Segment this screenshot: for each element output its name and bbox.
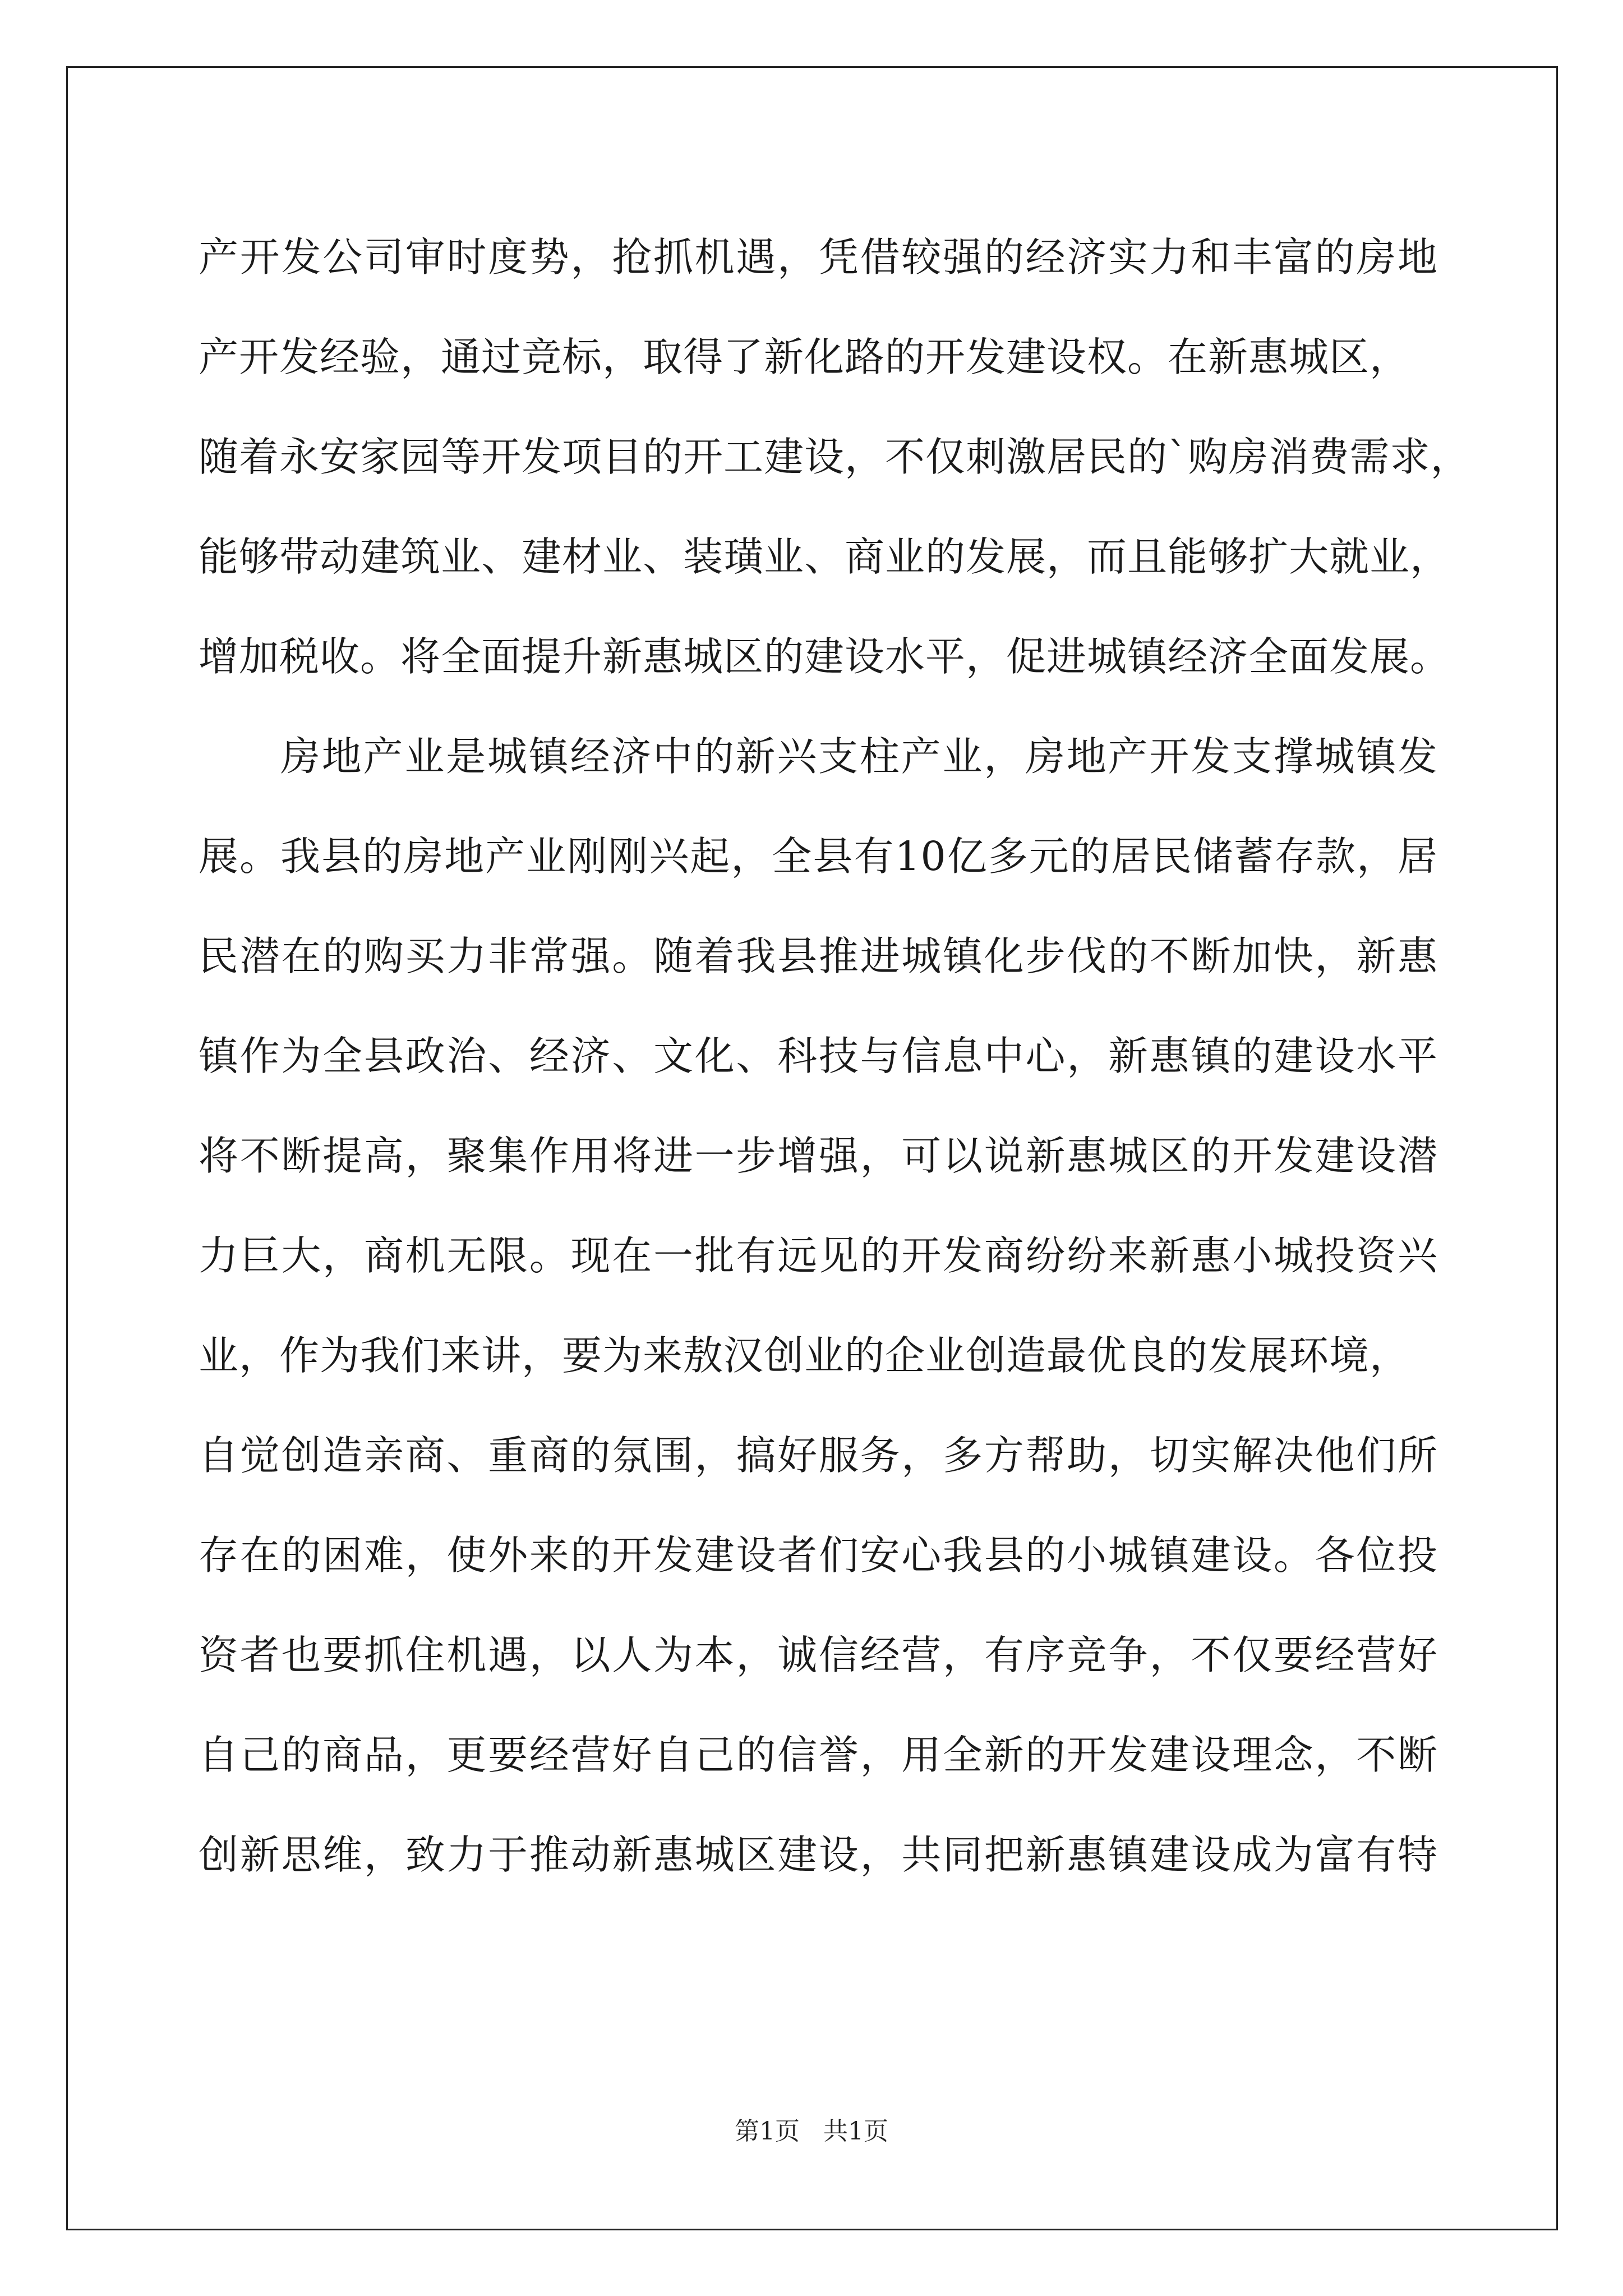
text-line: 存在的困难，使外来的开发建设者们安心我县的小城镇建设。各位投 [199,1532,1438,1579]
text-line: 民潜在的购买力非常强。随着我县推进城镇化步伐的不断加快，新惠 [199,933,1438,979]
text-line: 能够带动建筑业、建材业、装璜业、商业的发展，而且能够扩大就业， [199,533,1451,580]
text-line: 创新思维，致力于推动新惠城区建设，共同把新惠镇建设成为富有特 [199,1832,1438,1878]
page-number-info: 第1页 共1页 [735,2117,888,2146]
text-line: 增加税收。将全面提升新惠城区的建设水平，促进城镇经济全面发展。 [199,633,1451,680]
text-line: 将不断提高，聚集作用将进一步增强，可以说新惠城区的开发建设潜 [199,1133,1438,1179]
text-line: 资者也要抓住机遇，以人为本，诚信经营，有序竞争，不仅要经营好 [199,1632,1438,1678]
text-line: 自己的商品，更要经营好自己的信誉，用全新的开发建设理念，不断 [199,1732,1438,1778]
text-line: 产开发公司审时度势，抢抓机遇，凭借较强的经济实力和丰富的房地 [199,234,1438,280]
document-body [199,208,1471,1905]
text-line: 业，作为我们来讲，要为来敖汉创业的企业创造最优良的发展环境， [199,1332,1410,1379]
text-line: 镇作为全县政治、经济、文化、科技与信息中心，新惠镇的建设水平 [199,1033,1438,1079]
text-line: 房地产业是城镇经济中的新兴支柱产业，房地产开发支撑城镇发 [280,733,1438,780]
text-line: 随着永安家园等开发项目的开工建设，不仅刺激居民的`购房消费需求， [199,434,1471,480]
text-line: 展。我县的房地产业刚刚兴起，全县有10亿多元的居民储蓄存款，居 [199,833,1438,880]
text-line: 产开发经验，通过竞标，取得了新化路的开发建设权。在新惠城区， [199,334,1410,380]
page-footer [0,2115,1623,2148]
text-line: 力巨大，商机无限。现在一批有远见的开发商纷纷来新惠小城投资兴 [199,1232,1438,1279]
text-line: 自觉创造亲商、重商的氛围，搞好服务，多方帮助，切实解决他们所 [199,1432,1438,1479]
